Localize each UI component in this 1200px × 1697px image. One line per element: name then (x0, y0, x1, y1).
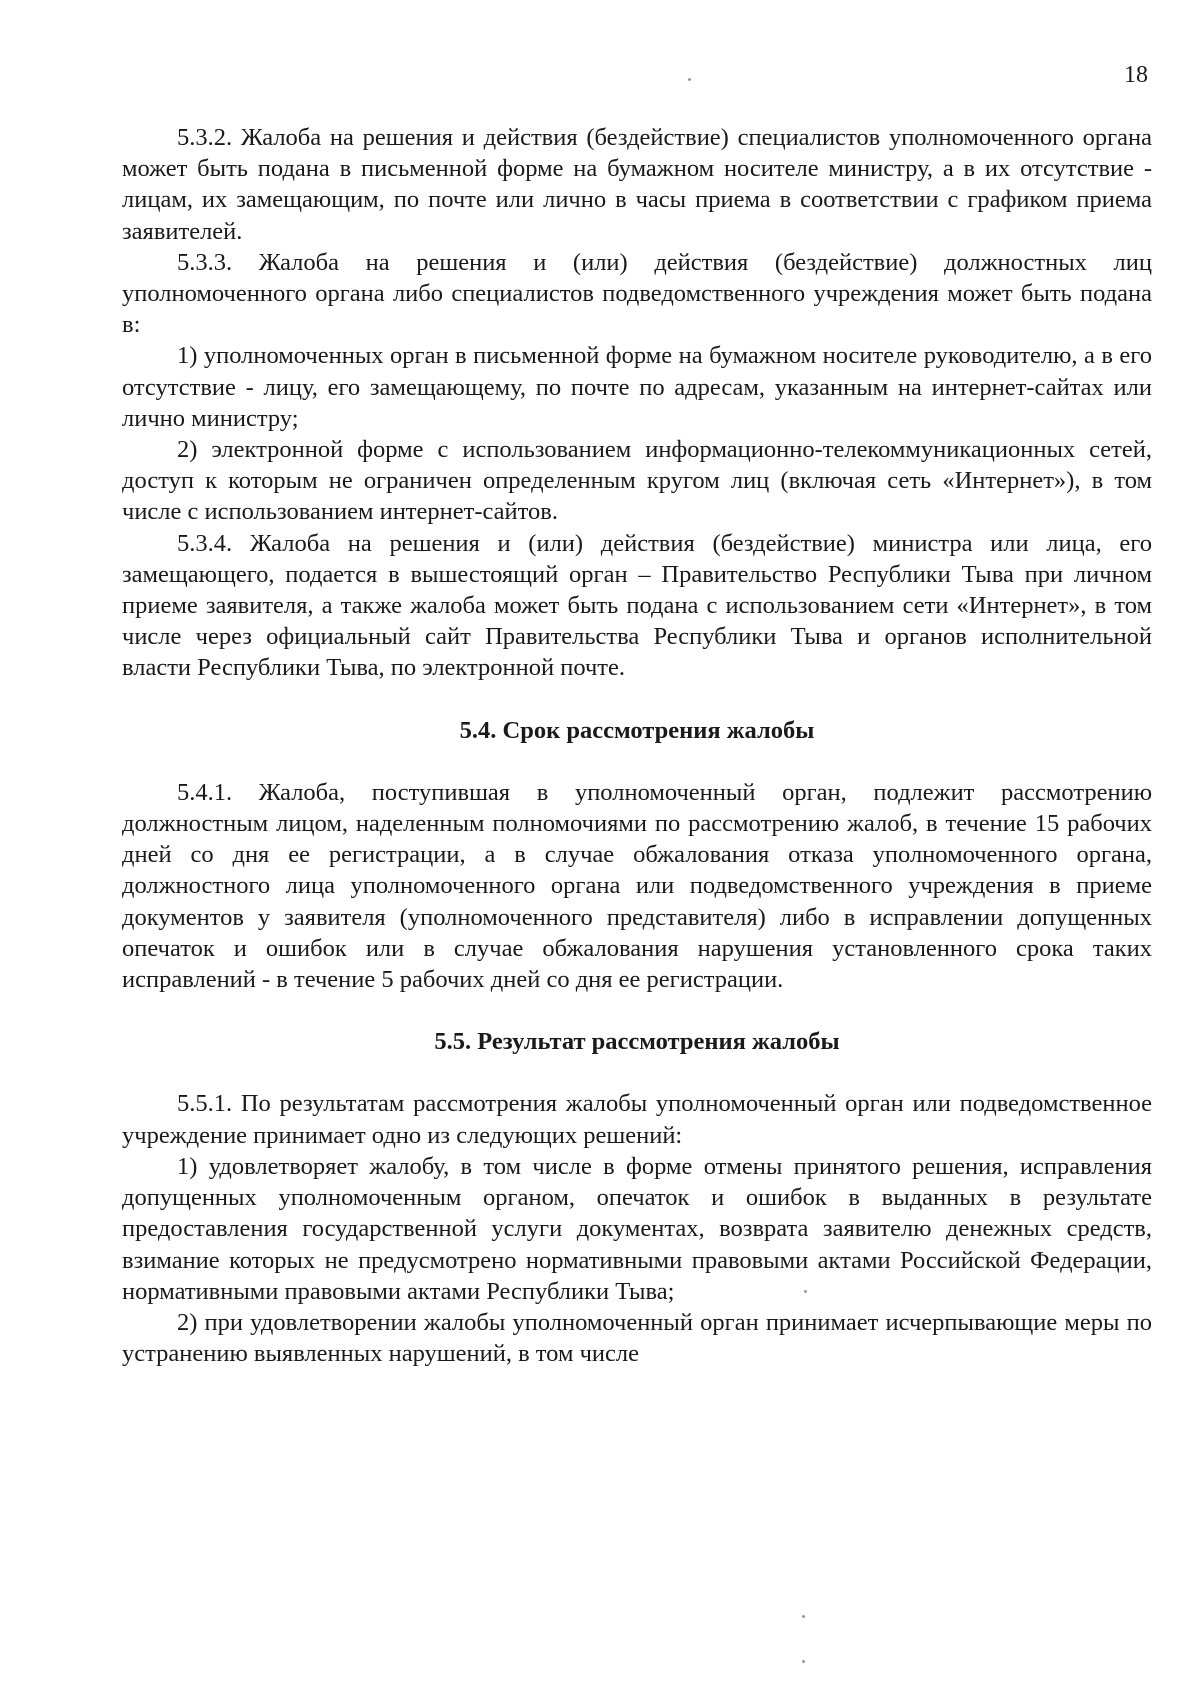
section-heading-5-4: 5.4. Срок рассмотрения жалобы (459, 716, 815, 744)
scan-speck (802, 1615, 805, 1618)
scan-speck (802, 1660, 805, 1663)
paragraph-5-5-1-item-2: 2) при удовлетворении жалобы уполномоченный орган принимает исчерпывающие меры по устранению выявленных нарушений, в том числе (122, 1308, 1152, 1368)
page-number: 18 (1124, 62, 1148, 88)
document-body (122, 122, 1152, 1369)
scan-speck (688, 78, 691, 81)
paragraph-5-3-3-item-2: 2) электронной форме с использованием информационно-телекоммуникационных сетей, доступ к которым не ограничен определенным кругом лиц (включая сеть «Интернет»), в том числе с использованием интернет-сайтов. (122, 436, 1152, 526)
paragraph-5-3-3: 5.3.3. Жалоба на решения и (или) действия (бездействие) должностных лиц уполномоченного органа либо специалистов подведомственного учреждения может быть подана в: (122, 248, 1152, 339)
paragraph-5-3-2: 5.3.2. Жалоба на решения и действия (бездействие) специалистов уполномоченного органа может быть подана в письменной форме на бумажном носителе министру, а в их отсутствие - лицам, их замещающим, по почте или лично в часы приема в соответствии с графиком приема заявителей. (122, 124, 1152, 245)
paragraph-5-3-4: 5.3.4. Жалоба на решения и (или) действия (бездействие) министра или лица, его замещающего, подается в вышестоящий орган – Правительство Республики Тыва при личном приеме заявителя, а также жалоба может быть подана с использованием сети «Интернет», в том числе через официальный сайт Правительства Республики Тыва и органов исполнительной власти Республики Тыва, по электронной почте. (122, 529, 1152, 682)
paragraph-5-5-1: 5.5.1. По результатам рассмотрения жалобы уполномоченный орган или подведомственное учреждение принимает одно из следующих решений: (122, 1090, 1152, 1149)
paragraph-5-5-1-item-1: 1) удовлетворяет жалобу, в том числе в форме отмены принятого решения, исправления допущенных уполномоченным органом, опечаток и ошибок в выданных в результате предоставления государственной услуги документах, возврата заявителю денежных средств, взимание которых не предусмотрено нормативными правовыми актами Российской Федерации, нормативными правовыми актами Республики Тыва; (122, 1152, 1152, 1305)
scan-speck (804, 1290, 807, 1293)
paragraph-5-3-3-item-1: 1) уполномоченных орган в письменной форме на бумажном носителе руководителю, а в его отсутствие - лицу, его замещающему, по почте по адресам, указанным на интернет-сайтах или лично министру; (122, 342, 1152, 432)
section-heading-5-5: 5.5. Результат рассмотрения жалобы (434, 1028, 840, 1056)
paragraph-5-4-1: 5.4.1. Жалоба, поступившая в уполномоченный орган, подлежит рассмотрению должностным лицом, наделенным полномочиями по рассмотрению жалоб, в течение 15 рабочих дней со дня ее регистрации, а в случае обжалования отказа уполномоченного органа, должностного лица уполномоченного органа или подведомственного учреждения в приеме документов у заявителя (уполномоченного представителя) либо в исправлении допущенных опечаток и ошибок или в случае обжалования нарушения установленного срока таких исправлений - в течение 5 рабочих дней со дня ее регистрации. (122, 778, 1152, 994)
